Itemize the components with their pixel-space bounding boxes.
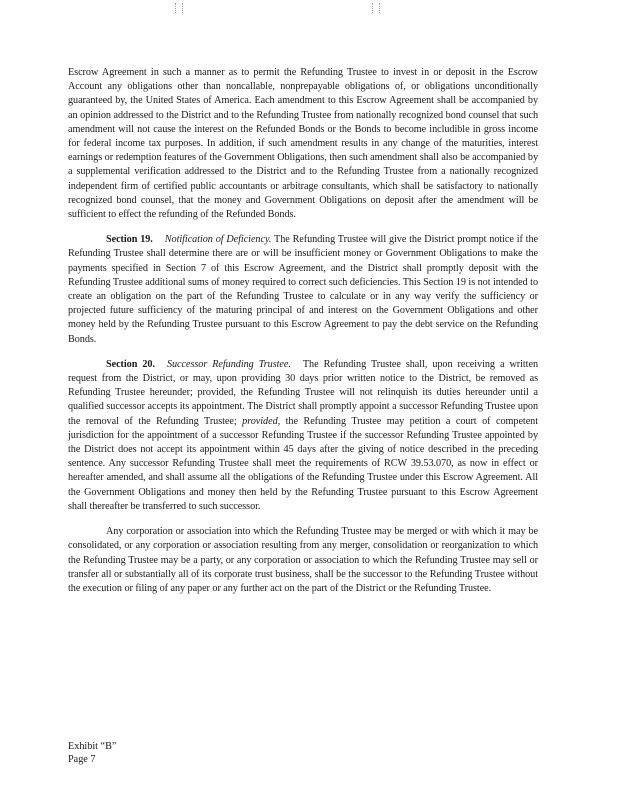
page-number: Page 7	[68, 754, 96, 765]
document-body	[68, 66, 538, 607]
section-19-title: Notification of Deficiency.	[164, 234, 272, 246]
paragraph-section-20	[68, 358, 538, 514]
section-20-provided-italic: provided,	[242, 415, 281, 427]
paragraph-section-19	[68, 233, 538, 347]
paragraph-escrow-amendment: Escrow Agreement in such a manner as to permit the Refunding Trustee to invest in or deposit in the Escrow Account any obligations other than noncallable, nonprepayable obligations of, or obligations unconditionally guaranteed by, the United States of America. Each amendment to this Escrow Agreement shall be accompanied by an opinion addressed to the District and to the Refunding Trustee from nationally recognized bond counsel that such amendment will not cause the interest on the Refunded Bonds or the Bonds to become includible in gross income for federal income tax purposes. In addition, if such amendment results in any change of the maturities, interest earnings or redemption features of the Government Obligations, then such amendment shall also be accompanied by a supplemental verification addressed to the District and to the Refunding Trustee from a nationally recognized independent firm of certified public accountants or arbitrage consultants, which shall be satisfactory to nationally recognized bond counsel, that the money and Government Obligations on deposit after the amendment will be sufficient to effect the refunding of the Refunded Bonds.	[68, 67, 538, 221]
section-20-number: Section 20.	[106, 358, 155, 370]
section-19-text: The Refunding Trustee will give the District prompt notice if the Refunding Trustee shall determine there are or will be insufficient money or Government Obligations to make the payments specified in Section 7 of this Escrow Agreement, and the District shall promptly deposit with the Refunding Trustee additional sums of money required to correct such deficiencies. This Section 19 is not intended to create an obligation on the part of the Refunding Trustee to calculate or in any way verify the sufficiency or projected future sufficiency of the maturing principal of and interest on the Government Obligations and other money held by the Refunding Trustee pursuant to this Escrow Agreement to pay the debt service on the Refunding Bonds.	[68, 234, 538, 345]
exhibit-label: Exhibit “B”	[68, 741, 117, 752]
paragraph-successor-by-merger: Any corporation or association into which the Refunding Trustee may be merged or with which it may be consolidated, or any corporation or association resulting from any merger, consolidation or reorganization to which the Refunding Trustee may be a party, or any corporation or association to which the Refunding Trustee may sell or transfer all or substantially all of its corporate trust business, shall be the successor to the Refunding Trustee without the execution or filing of any paper or any further act on the part of the District or the Refunding Trustee.	[68, 526, 538, 594]
page-footer	[68, 740, 116, 766]
section-20-title: Successor Refunding Trustee.	[166, 358, 291, 370]
section-20-text-part-2: the Refunding Trustee may petition a court of competent jurisdiction for the appointment of a successor Refunding Trustee if the successor Refunding Trustee appointed by the District does not accept its appointment within 45 days after the giving of notice described in the preceding sentence. Any successor Refunding Trustee shall meet the requirements of RCW 39.53.070, as now in effect or hereafter amended, and shall assume all the obligations of the Refunding Trustee under this Escrow Agreement. All the Government Obligations and money then held by the Refunding Trustee pursuant to this Escrow Agreement shall thereafter be transferred to such successor.	[68, 415, 539, 512]
section-20-text-part-1: The Refunding Trustee shall, upon receiving a written request from the District, or may, upon providing 30 days prior written notice to the District, be removed as Refunding Trustee hereunder; provided, the Refunding Trustee will not relinquish its duties hereunder until a qualified successor accepts its appointment. The District shall promptly appoint a successor Refunding Trustee upon the removal of the Refunding Trustee;	[68, 358, 538, 427]
section-19-number: Section 19.	[106, 234, 153, 246]
scan-artifact-mark	[372, 3, 380, 13]
scan-artifact-mark	[175, 3, 183, 13]
